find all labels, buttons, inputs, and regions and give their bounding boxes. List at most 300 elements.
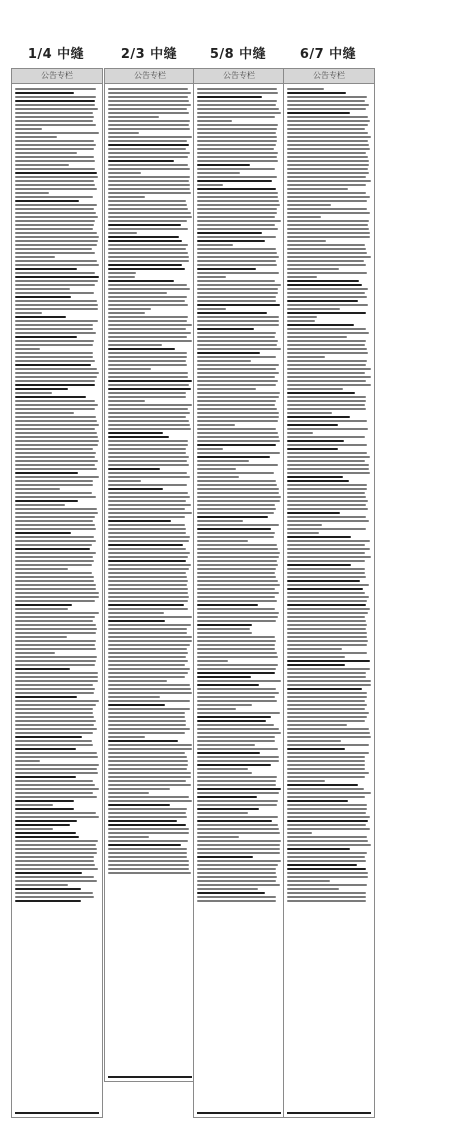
notice-text-line: [197, 144, 276, 146]
notice-text-line: [108, 372, 188, 374]
notice-text-line: [287, 472, 370, 474]
notice-text-line: [15, 188, 97, 190]
notice-text-line: [15, 168, 95, 170]
notice-text-line: [287, 308, 340, 310]
notice-text-line: [15, 312, 42, 314]
notice-text-line: [15, 512, 98, 514]
notice-text-line: [197, 892, 265, 894]
notice-text-line: [15, 444, 98, 446]
notice-text-line: [15, 176, 98, 178]
notice-text-line: [197, 412, 279, 414]
notice-text-line: [197, 356, 276, 358]
notice-text-line: [287, 844, 371, 846]
notice-text-line: [108, 472, 187, 474]
notice-text-line: [15, 760, 40, 762]
notice-text-line: [287, 108, 366, 110]
notice-text-line: [197, 596, 275, 598]
notice-text-line: [197, 312, 267, 314]
notice-text-line: [15, 228, 93, 230]
notice-text-line: [197, 240, 265, 242]
notice-text-line: [108, 636, 192, 638]
column-title-4: 6/7 中缝: [299, 47, 357, 62]
notice-text-line: [197, 140, 277, 142]
notice-text-line: [287, 188, 348, 190]
notice-text-line: [197, 748, 278, 750]
notice-text-line: [108, 192, 191, 194]
notice-text-line: [108, 616, 192, 618]
notice-text-line: [108, 588, 188, 590]
notice-text-line: [287, 676, 366, 678]
notice-text-line: [287, 696, 367, 698]
column-body: [284, 84, 374, 905]
notice-text-line: [108, 548, 186, 550]
notice-text-line: [197, 468, 236, 470]
notice-text-line: [287, 132, 368, 134]
notice-text-line: [197, 820, 272, 822]
notice-text-line: [15, 704, 96, 706]
notice-text-line: [15, 672, 98, 674]
notice-text-line: [15, 396, 86, 398]
notice-text-line: [287, 516, 366, 518]
notice-text-line: [197, 408, 277, 410]
notice-text-line: [15, 204, 97, 206]
notice-text-line: [197, 548, 278, 550]
notice-text-line: [197, 552, 280, 554]
notice-text-line: [197, 728, 279, 730]
notice-text-line: [108, 176, 190, 178]
notice-text-line: [15, 796, 97, 798]
notice-text-line: [15, 368, 97, 370]
notice-text-line: [15, 552, 96, 554]
notice-text-line: [287, 868, 366, 870]
notice-text-line: [108, 832, 189, 834]
notice-text-line: [15, 296, 71, 298]
notice-text-line: [197, 568, 276, 570]
notice-text-line: [287, 872, 368, 874]
notice-text-line: [108, 180, 189, 182]
notice-text-line: [15, 736, 82, 738]
notice-text-line: [15, 628, 97, 630]
notice-text-line: [15, 428, 95, 430]
notice-text-line: [287, 572, 365, 574]
notice-text-line: [108, 224, 181, 226]
notice-text-line: [108, 852, 187, 854]
notice-text-line: [108, 288, 190, 290]
notice-text-line: [15, 344, 93, 346]
notice-text-line: [108, 684, 190, 686]
notice-text-line: [108, 696, 160, 698]
notice-text-line: [15, 776, 76, 778]
notice-text-line: [15, 656, 97, 658]
notice-text-line: [108, 512, 192, 514]
notice-text-line: [15, 584, 96, 586]
notice-text-line: [287, 768, 365, 770]
notice-text-line: [15, 604, 72, 606]
notice-text-line: [15, 336, 77, 338]
notice-text-line: [197, 572, 275, 574]
notice-text-line: [15, 252, 95, 254]
notice-text-line: [197, 636, 275, 638]
column-header: 公告专栏: [194, 69, 284, 84]
notice-text-line: [197, 768, 248, 770]
notice-text-line: [287, 660, 370, 662]
notice-text-line: [108, 236, 179, 238]
notice-text-line: [15, 720, 96, 722]
notice-text-line: [287, 260, 364, 262]
notice-text-line: [287, 136, 371, 138]
notice-text-line: [287, 380, 366, 382]
notice-text-line: [108, 796, 189, 798]
notice-text-line: [287, 504, 366, 506]
notice-text-line: [15, 876, 94, 878]
notice-text-line: [287, 244, 365, 246]
notice-text-line: [287, 464, 369, 466]
notice-text-line: [197, 296, 276, 298]
notice-text-line: [108, 568, 189, 570]
notice-text-line: [108, 640, 192, 642]
notice-text-line: [287, 240, 326, 242]
notice-text-line: [287, 592, 365, 594]
notice-text-line: [287, 752, 369, 754]
notice-text-line: [108, 784, 191, 786]
notice-text-line: [197, 496, 281, 498]
notice-text-line: [108, 148, 186, 150]
notice-text-line: [108, 540, 189, 542]
notice-text-line: [287, 88, 324, 90]
notice-text-line: [15, 616, 95, 618]
notice-text-line: [287, 812, 366, 814]
notice-text-line: [287, 348, 367, 350]
notice-text-line: [197, 776, 277, 778]
notice-text-line: [15, 596, 99, 598]
notice-text-line: [287, 548, 370, 550]
column-header: 公告专栏: [105, 69, 195, 84]
notice-text-line: [197, 376, 275, 378]
notice-text-line: [15, 464, 95, 466]
notice-text-line: [197, 180, 272, 182]
notice-text-line: [197, 160, 278, 162]
notice-text-line: [287, 508, 368, 510]
notice-text-line: [287, 736, 371, 738]
notice-text-line: [287, 140, 368, 142]
notice-text-line: [108, 436, 169, 438]
column-body: [194, 84, 284, 905]
notice-text-line: [15, 108, 98, 110]
notice-text-line: [15, 588, 96, 590]
notice-text-line: [287, 512, 340, 514]
notice-text-line: [197, 232, 262, 234]
notice-text-line: [108, 428, 191, 430]
notice-text-line: [197, 856, 253, 858]
notice-text-line: [15, 488, 60, 490]
notice-text-line: [15, 844, 96, 846]
notice-text-line: [197, 520, 243, 522]
notice-text-line: [15, 740, 92, 742]
notice-text-line: [287, 324, 354, 326]
notice-text-line: [15, 816, 99, 818]
notice-text-line: [287, 484, 367, 486]
notice-text-line: [15, 276, 99, 278]
notice-text-line: [197, 800, 278, 802]
notice-text-line: [108, 152, 190, 154]
notice-text-line: [287, 468, 369, 470]
notice-text-line: [287, 436, 365, 438]
notice-text-line: [197, 864, 278, 866]
notice-text-line: [197, 284, 281, 286]
notice-text-line: [287, 412, 332, 414]
notice-text-line: [197, 736, 275, 738]
notice-column-1: [11, 68, 103, 1118]
notice-text-line: [287, 628, 366, 630]
notice-text-line: [15, 820, 77, 822]
notice-text-line: [197, 772, 252, 774]
notice-text-line: [197, 756, 279, 758]
notice-text-line: [15, 392, 52, 394]
notice-text-line: [15, 200, 79, 202]
notice-text-line: [197, 116, 275, 118]
notice-text-line: [287, 372, 365, 374]
notice-text-line: [15, 696, 77, 698]
notice-text-line: [197, 456, 270, 458]
notice-text-line: [108, 596, 189, 598]
notice-text-line: [287, 840, 368, 842]
notice-text-line: [15, 680, 98, 682]
notice-text-line: [108, 200, 186, 202]
column-footer: [197, 1112, 281, 1114]
column-footer: [108, 1076, 192, 1078]
notice-text-line: [15, 840, 98, 842]
notice-text-line: [15, 388, 68, 390]
notice-text-line: [15, 788, 99, 790]
notice-text-line: [108, 232, 137, 234]
notice-text-line: [15, 148, 94, 150]
notice-text-line: [108, 140, 187, 142]
notice-text-line: [15, 352, 93, 354]
notice-text-line: [108, 348, 175, 350]
notice-text-line: [287, 264, 366, 266]
notice-text-line: [287, 712, 369, 714]
notice-text-line: [287, 268, 339, 270]
notice-text-line: [287, 792, 371, 794]
notice-text-line: [15, 460, 98, 462]
notice-text-line: [197, 188, 276, 190]
notice-text-line: [197, 348, 281, 350]
notice-text-line: [197, 836, 239, 838]
notice-text-line: [108, 664, 185, 666]
notice-text-line: [197, 388, 256, 390]
notice-text-line: [197, 360, 251, 362]
notice-text-line: [108, 92, 191, 94]
notice-text-line: [15, 700, 99, 702]
notice-text-line: [287, 284, 362, 286]
notice-text-line: [197, 352, 260, 354]
notice-text-line: [108, 872, 191, 874]
notice-text-line: [287, 340, 366, 342]
notice-text-line: [15, 140, 94, 142]
notice-text-line: [197, 132, 276, 134]
notice-text-line: [15, 644, 95, 646]
notice-text-line: [287, 196, 370, 198]
notice-text-line: [108, 228, 188, 230]
notice-text-line: [15, 892, 93, 894]
notice-text-line: [15, 224, 94, 226]
notice-text-line: [287, 804, 367, 806]
notice-text-line: [108, 756, 187, 758]
notice-text-line: [197, 480, 276, 482]
notice-text-line: [15, 532, 71, 534]
notice-text-line: [197, 484, 277, 486]
notice-text-line: [15, 468, 97, 470]
notice-text-line: [197, 164, 250, 166]
notice-text-line: [15, 248, 92, 250]
notice-text-line: [108, 524, 185, 526]
notice-text-line: [15, 568, 68, 570]
notice-text-line: [197, 540, 248, 542]
column-body: [105, 84, 195, 877]
notice-text-line: [287, 172, 369, 174]
notice-text-line: [108, 836, 149, 838]
notice-text-line: [287, 612, 368, 614]
notice-text-line: [108, 112, 189, 114]
notice-text-line: [197, 392, 280, 394]
notice-text-line: [108, 776, 191, 778]
notice-text-line: [15, 128, 42, 130]
notice-text-line: [287, 100, 365, 102]
notice-text-line: [287, 292, 365, 294]
notice-text-line: [15, 100, 95, 102]
notice-text-line: [15, 480, 93, 482]
notice-text-line: [108, 764, 188, 766]
notice-text-line: [108, 292, 167, 294]
notice-text-line: [15, 828, 53, 830]
column-footer: [15, 1112, 99, 1114]
notice-text-line: [197, 716, 271, 718]
notice-text-line: [287, 228, 369, 230]
notice-text-line: [15, 472, 78, 474]
notice-text-line: [108, 248, 186, 250]
notice-text-line: [108, 332, 191, 334]
notice-text-line: [287, 404, 365, 406]
notice-text-line: [108, 612, 164, 614]
notice-text-line: [108, 660, 188, 662]
notice-text-line: [287, 460, 365, 462]
notice-text-line: [108, 536, 190, 538]
notice-text-line: [108, 376, 188, 378]
notice-text-line: [108, 452, 186, 454]
notice-text-line: [197, 740, 275, 742]
notice-text-line: [15, 484, 93, 486]
notice-text-line: [15, 664, 95, 666]
notice-text-line: [197, 612, 279, 614]
notice-text-line: [287, 692, 367, 694]
notice-text-line: [287, 208, 367, 210]
notice-text-line: [287, 748, 345, 750]
notice-text-line: [15, 564, 92, 566]
notice-column-4: [283, 68, 375, 1118]
notice-text-line: [287, 648, 342, 650]
notice-text-line: [108, 136, 192, 138]
notice-text-line: [287, 408, 366, 410]
notice-text-line: [197, 308, 226, 310]
notice-text-line: [108, 312, 145, 314]
notice-text-line: [197, 600, 277, 602]
notice-text-line: [197, 124, 278, 126]
notice-text-line: [197, 256, 279, 258]
notice-text-line: [197, 584, 280, 586]
notice-text-line: [15, 284, 95, 286]
notice-text-line: [197, 136, 277, 138]
notice-text-line: [108, 168, 190, 170]
notice-text-line: [108, 840, 188, 842]
notice-text-line: [197, 712, 280, 714]
notice-text-line: [287, 896, 366, 898]
notice-text-line: [287, 476, 343, 478]
notice-text-line: [108, 576, 187, 578]
notice-text-line: [197, 556, 279, 558]
notice-text-line: [15, 404, 98, 406]
notice-text-line: [287, 420, 367, 422]
notice-text-line: [197, 796, 257, 798]
notice-text-line: [15, 216, 98, 218]
notice-text-line: [108, 100, 189, 102]
notice-text-line: [15, 640, 96, 642]
notice-text-line: [108, 712, 185, 714]
notice-text-line: [108, 608, 188, 610]
notice-text-line: [287, 552, 365, 554]
notice-text-line: [15, 160, 95, 162]
notice-text-line: [287, 152, 366, 154]
notice-text-line: [197, 220, 281, 222]
notice-text-line: [197, 832, 280, 834]
notice-text-line: [108, 368, 151, 370]
notice-text-line: [197, 692, 279, 694]
notice-text-line: [197, 700, 277, 702]
notice-text-line: [15, 156, 94, 158]
notice-text-line: [15, 708, 93, 710]
notice-text-line: [15, 880, 97, 882]
column-header: 公告专栏: [12, 69, 102, 84]
notice-text-line: [108, 408, 188, 410]
notice-text-line: [15, 244, 97, 246]
notice-text-line: [197, 536, 274, 538]
notice-text-line: [287, 864, 357, 866]
notice-text-line: [197, 216, 275, 218]
notice-text-line: [15, 448, 93, 450]
notice-text-line: [108, 708, 190, 710]
notice-text-line: [197, 724, 274, 726]
notice-text-line: [287, 328, 366, 330]
notice-text-line: [108, 572, 186, 574]
notice-text-line: [287, 184, 366, 186]
notice-text-line: [197, 656, 278, 658]
notice-text-line: [15, 172, 97, 174]
notice-text-line: [197, 380, 278, 382]
notice-text-line: [108, 416, 186, 418]
notice-text-line: [108, 184, 190, 186]
notice-text-line: [287, 636, 367, 638]
notice-text-line: [287, 148, 370, 150]
notice-text-line: [15, 668, 70, 670]
notice-text-line: [108, 260, 189, 262]
notice-text-line: [15, 732, 93, 734]
notice-text-line: [108, 644, 190, 646]
notice-text-line: [287, 788, 364, 790]
notice-text-line: [15, 412, 74, 414]
notice-text-line: [108, 484, 187, 486]
notice-text-line: [15, 132, 99, 134]
notice-text-line: [287, 396, 366, 398]
notice-text-line: [108, 300, 185, 302]
